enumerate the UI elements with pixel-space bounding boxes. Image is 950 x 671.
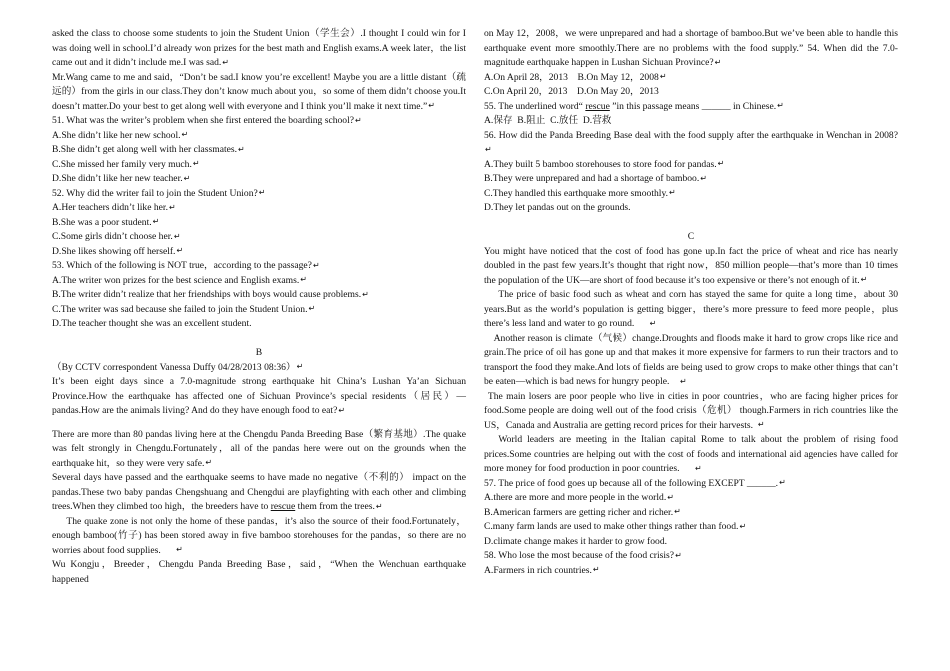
option: C.They handled this earthquake more smoothly.↵: [484, 187, 676, 199]
section-b-paragraph: on May 12，2008，we were unprepared and had a shortage of bamboo.But we’ve been able to handle this earthquake event more smoothly.There are no problems with the food supply.” 54. When did the 7.0-magnitude earthquake happen in Lushan Sichuan Province?↵: [484, 28, 898, 68]
section-b-paragraph: Several days have passed and the earthquake seems to have made no negative（不利的） impact on the pandas.These two baby pandas Chengshuang and Chengdui are playfighting with each other and climbing trees.When they climbed too high，the breeders have to rescue them from the trees.↵: [52, 472, 466, 512]
paragraph-mark-icon: ↵: [300, 275, 307, 285]
option: C.many farm lands are used to make other things rather than food.↵: [484, 521, 747, 532]
question-51: [52, 114, 466, 187]
option: B.She was a poor student.↵: [52, 216, 160, 228]
section-b-paragraph: The quake zone is not only the home of these pandas，it’s also the source of their food.Fortunately，enough bamboo(竹子) has been stored away in five bamboo storehouses for the pandas，so there are no worries about food supplies. ↵: [52, 515, 466, 556]
section-b-paragraph: It’s been eight days since a 7.0-magnitude strong earthquake hit China’s Lushan Ya’an Sichuan Province.How the earthquake has affected one of Sichuan Province’s special residents（居民）—pandas.How are the animals living? And do they have enough food to eat?↵: [52, 376, 466, 416]
paragraph-mark-icon: ↵: [355, 115, 362, 125]
paragraph-mark-icon: ↵: [675, 550, 682, 560]
option: A.On April 28，2013 B.On May 12，2008↵: [484, 71, 667, 83]
paragraph-mark-icon: ↵: [192, 159, 200, 169]
option: C.The writer was sad because she failed to join the Student Union.↵: [52, 303, 316, 315]
paragraph-mark-icon: ↵: [308, 304, 316, 314]
option: D.The teacher thought she was an excellent student.: [52, 318, 252, 329]
paragraph-mark-icon: ↵: [173, 231, 181, 241]
option: C.Some girls didn’t choose her.↵: [52, 231, 181, 242]
paragraph-mark-icon: ↵: [777, 101, 784, 111]
paragraph-mark-icon: ↵: [238, 144, 245, 154]
paragraph-mark-icon: ↵: [717, 159, 725, 169]
paragraph-mark-icon: ↵: [700, 173, 707, 183]
option: A.Her teachers didn’t like her.↵: [52, 202, 176, 213]
paragraph-mark-icon: ↵: [362, 289, 369, 299]
option: A.She didn’t like her new school.↵: [52, 129, 189, 141]
question-55: 55. The underlined word“ rescue ”in this passage means ______ in Chinese.↵: [484, 100, 784, 112]
paragraph-mark-icon: ↵: [649, 318, 657, 328]
question-text: 58. Who lose the most because of the food crisis?↵: [484, 550, 682, 561]
option: A.They built 5 bamboo storehouses to store food for pandas.↵: [484, 158, 725, 170]
paragraph-mark-icon: ↵: [296, 362, 304, 372]
paragraph-mark-icon: ↵: [680, 376, 687, 386]
paragraph-mark-icon: ↵: [258, 188, 266, 198]
paragraph-mark-icon: ↵: [312, 260, 320, 270]
option: B.The writer didn’t realize that her friendships with boys would cause problems.↵: [52, 289, 369, 300]
section-c-heading: C: [687, 231, 695, 242]
paragraph-mark-icon: ↵: [757, 420, 765, 430]
option: B.They were unprepared and had a shortage of bamboo.↵: [484, 173, 707, 184]
paragraph-mark-icon: ↵: [739, 521, 747, 531]
paragraph-mark-icon: ↵: [183, 173, 191, 183]
paragraph-mark-icon: ↵: [667, 492, 674, 502]
underlined-word: rescue: [585, 100, 610, 112]
option: D.They let pandas out on the grounds.: [484, 202, 631, 213]
question-text: 51. What was the writer’s problem when she first entered the boarding school?↵: [52, 115, 362, 126]
paragraph-mark-icon: ↵: [375, 501, 383, 511]
passage-a-paragraph: asked the class to choose some students to join the Student Union（学生会）.I thought I could win for I was doing well in school.I’d already won prizes for the best math and English exams.A week later，the list came out and it didn’t include me.I was sad.↵: [52, 28, 466, 68]
question-text: 57. The price of food goes up because all of the following EXCEPT ______.↵: [484, 477, 786, 489]
section-b-paragraph: There are more than 80 pandas living here at the Chengdu Panda Breeding Base（繁育基地）.The quake was felt strongly in Chengdu.Fortunately，all of the pandas here were out on the grounds when the earthquake hit，so they were very safe.↵: [52, 428, 466, 469]
question-text: 52. Why did the writer fail to join the Student Union?↵: [52, 187, 266, 199]
paragraph-mark-icon: ↵: [592, 565, 600, 575]
section-c-paragraph: The price of basic food such as wheat and corn has stayed the same for quite a long time，about 30 years.But as the world’s population is getting bigger，there’s more pressure to feed more people，plus there’s less land and water to go round. ↵: [484, 289, 898, 329]
option: C.She missed her family very much.↵: [52, 158, 200, 170]
question-53: [52, 259, 466, 332]
question-57: [484, 477, 898, 550]
option: A.Farmers in rich countries.↵: [484, 564, 600, 576]
option: C.On April 20，2013 D.On May 20，2013: [484, 86, 659, 97]
section-c-paragraph: The main losers are poor people who live in cities in poor countries，who are facing higher prices for food.Some people are doing well out of the food crisis（危机） though.Farmers in rich countries like the US，Canada and Australia are getting record prices for their harvests. ↵: [484, 390, 898, 431]
paragraph-mark-icon: ↵: [176, 545, 183, 555]
paragraph-mark-icon: ↵: [694, 463, 702, 473]
paragraph-mark-icon: ↵: [152, 217, 160, 227]
section-c-paragraph: Another reason is climate（气候）change.Droughts and floods make it hard to grow crops like rice and grain.The price of oil has gone up and that makes it more expensive for farmers to run their tractors and to transport the food they make.And lots of fields are being used to grow crops to make other things that can’t be eaten—which is bad news for hungry people. ↵: [484, 332, 898, 387]
paragraph-mark-icon: ↵: [674, 507, 681, 517]
paragraph-mark-icon: ↵: [714, 57, 722, 67]
paragraph-mark-icon: ↵: [779, 478, 786, 488]
underlined-word: rescue: [270, 501, 296, 512]
question-58: [484, 549, 898, 578]
section-b-paragraph: Wu Kongju，Breeder，Chengdu Panda Breeding Base，said，“When the Wenchuan earthquake happened: [52, 559, 466, 585]
paragraph-mark-icon: ↵: [222, 57, 229, 67]
right-column: [484, 27, 898, 578]
paragraph-mark-icon: ↵: [176, 246, 184, 256]
option: D.She didn’t like her new teacher.↵: [52, 173, 191, 184]
section-c-paragraph: World leaders are meeting in the Italian capital Rome to talk about the problem of rising food prices.Some countries are helping out with the cost of foods and international aid agencies have called for more money for food production in poor countries. ↵: [484, 434, 898, 474]
option: B.She didn’t get along well with her classmates.↵: [52, 144, 245, 155]
paragraph-mark-icon: ↵: [181, 130, 189, 140]
option: D.climate change makes it harder to grow food.: [484, 535, 668, 547]
paragraph-mark-icon: ↵: [168, 202, 176, 212]
left-column: [52, 27, 466, 587]
option: A.保存 B.阻止 C.放任 D.营救: [484, 115, 612, 126]
paragraph-mark-icon: ↵: [860, 275, 868, 285]
option: A.there are more and more people in the world.↵: [484, 492, 674, 503]
paragraph-mark-icon: ↵: [338, 405, 346, 415]
paragraph-mark-icon: ↵: [659, 72, 667, 82]
paragraph-mark-icon: ↵: [485, 144, 492, 154]
option: D.She likes showing off herself.↵: [52, 245, 184, 257]
question-56: [484, 129, 898, 216]
passage-a-paragraph: Mr.Wang came to me and said，“Don’t be sad.I know you’re excellent! Maybe you are a little distant（疏远的）from the girls in our class.They don’t know much about you，so some of them didn’t choose you.It doesn’t matter.Do your best to get along well with everyone and I think you’ll make it next time.”↵: [52, 71, 466, 112]
option: B.American farmers are getting richer and richer.↵: [484, 506, 681, 518]
question-52: [52, 187, 466, 260]
paragraph-mark-icon: ↵: [205, 458, 213, 468]
paragraph-mark-icon: ↵: [428, 101, 435, 111]
question-text: 56. How did the Panda Breeding Base deal with the food supply after the earthquake in Wenchan in 2008?↵: [484, 129, 898, 154]
section-b-byline: （By CCTV correspondent Vanessa Duffy 04/28/2013 08:36）↵: [52, 361, 304, 373]
section-b-heading: B: [255, 347, 263, 358]
question-text: 53. Which of the following is NOT true，according to the passage?↵: [52, 260, 320, 271]
section-c-paragraph: You might have noticed that the cost of food has gone up.In fact the price of wheat and rice has nearly doubled in the past few years.It’s thought that right now，850 million people—that’s more than 10 times the population of the UK—are short of food because it’s too expensive or there’s not enough of it.↵: [484, 245, 898, 286]
paragraph-mark-icon: ↵: [669, 188, 676, 198]
option: A.The writer won prizes for the best science and English exams.↵: [52, 274, 307, 286]
